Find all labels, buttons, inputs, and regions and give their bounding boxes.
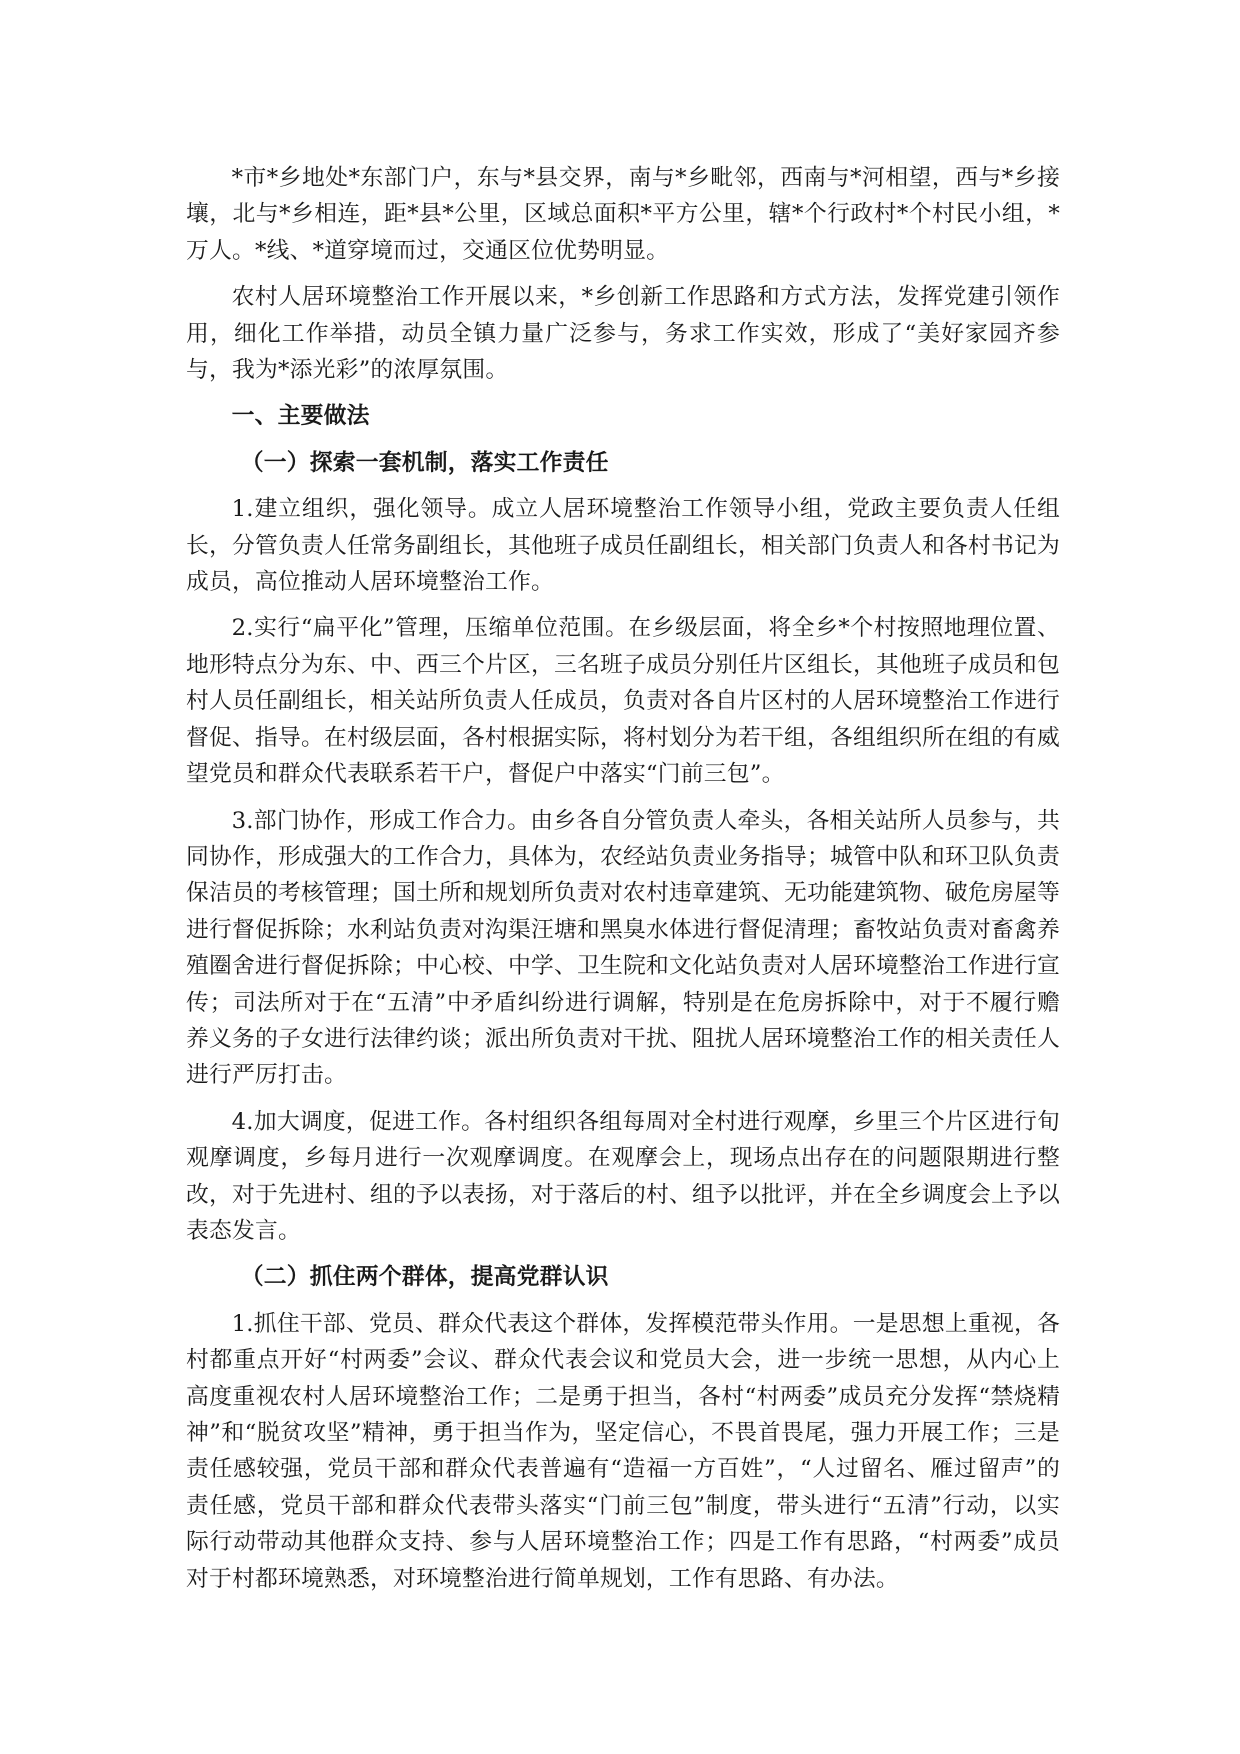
paragraph-department-cooperation: 3.部门协作，形成工作合力。由乡各自分管负责人牵头，各相关站所人员参与，共同协作，形成强大的工作合力，具体为，农经站负责业务指导；城管中队和环卫队负责保洁员的考核管理；国土所和规划所负责对农村违章建筑、无功能建筑物、破危房屋等进行督促拆除；水利站负责对沟渠汪塘和黑臭水体进行督促清理；畜牧站负责对畜禽养殖圈舍进行督促拆除；中心校、中学、卫生院和文化站负责对人居环境整治工作进行宣传；司法所对于在“五清”中矛盾纠纷进行调解，特别是在危房拆除中，对于不履行赡养义务的子女进行法律约谈；派出所负责对干扰、阻扰人居环境整治工作的相关责任人进行严厉打击。 — [186, 807, 1060, 1089]
subsection-heading-two-groups: （二）抓住两个群体，提高党群认识 — [240, 1264, 609, 1291]
paragraph-cadres-party-members: 1.抓住干部、党员、群众代表这个群体，发挥模范带头作用。一是思想上重视，各村都重点开好“村两委”会议、群众代表会议和党员大会，进一步统一思想，从内心上高度重视农村人居环境整治工作；二是勇于担当，各村“村两委”成员充分发挥“禁烧精神”和“脱贫攻坚”精神，勇于担当作为，坚定信心，不畏首畏尾，强力开展工作；三是责任感较强，党员干部和群众代表普遍有“造福一方百姓”，“人过留名、雁过留声”的责任感，党员干部和群众代表带头落实“门前三包”制度，带头进行“五清”行动，以实际行动带动其他群众支持、参与人居环境整治工作；四是工作有思路，“村两委”成员对于村都环境熟悉，对环境整治进行简单规划，工作有思路、有办法。 — [186, 1310, 1060, 1592]
section-heading-main-practices: 一、主要做法 — [231, 403, 370, 430]
paragraph-organization: 1.建立组织，强化领导。成立人居环境整治工作领导小组，党政主要负责人任组长，分管负责人任常务副组长，其他班子成员任副组长，相关部门负责人和各村书记为成员，高位推动人居环境整治工作。 — [186, 496, 1060, 596]
paragraph-scheduling: 4.加大调度，促进工作。各村组织各组每周对全村进行观摩，乡里三个片区进行旬观摩调度，乡每月进行一次观摩调度。在观摩会上，现场点出存在的问题限期进行整改，对于先进村、组的予以表扬，对于落后的村、组予以批评，并在全乡调度会上予以表态发言。 — [186, 1108, 1060, 1244]
document-body — [186, 160, 1060, 1607]
subsection-heading-mechanism: （一）探索一套机制，落实工作责任 — [240, 449, 609, 476]
intro-paragraph-location: *市*乡地处*东部门户，东与*县交界，南与*乡毗邻，西南与*河相望，西与*乡接壤，北与*乡相连，距*县*公里，区域总面积*平方公里，辖*个行政村*个村民小组，*万人。*线、*道穿境而过，交通区位优势明显。 — [186, 165, 1060, 264]
paragraph-flat-management: 2.实行“扁平化”管理，压缩单位范围。在乡级层面，将全乡*个村按照地理位置、地形特点分为东、中、西三个片区，三名班子成员分别任片区组长，其他班子成员和包村人员任副组长，相关站所负责人任成员，负责对各自片区村的人居环境整治工作进行督促、指导。在村级层面，各村根据实际，将村划分为若干组，各组组织所在组的有威望党员和群众代表联系若干户，督促户中落实“门前三包”。 — [186, 615, 1060, 788]
intro-paragraph-overview: 农村人居环境整治工作开展以来，*乡创新工作思路和方式方法，发挥党建引领作用，细化工作举措，动员全镇力量广泛参与，务求工作实效，形成了“美好家园齐参与，我为*添光彩”的浓厚氛围。 — [186, 284, 1060, 384]
